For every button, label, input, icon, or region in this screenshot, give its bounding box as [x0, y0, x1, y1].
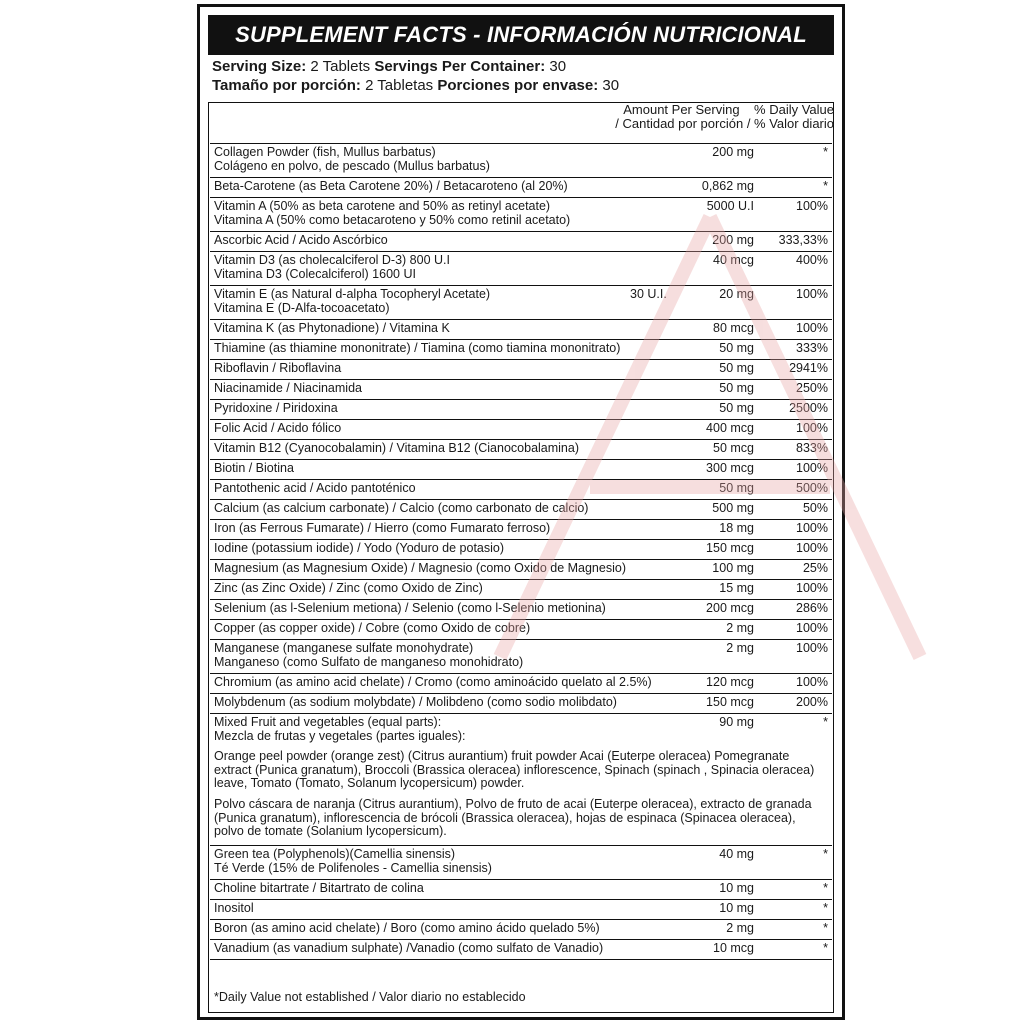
nutrient-daily-value: 50%: [802, 501, 828, 515]
nutrient-daily-value: 2941%: [789, 361, 828, 375]
nutrient-name-line: Biotin / Biotina: [214, 461, 294, 475]
nutrient-daily-value: 100%: [796, 581, 828, 595]
nutrient-name-line: Selenium (as l-Selenium metiona) / Selenio (como l-Selenio metionina): [214, 601, 606, 615]
nutrient-name: [214, 462, 684, 476]
nutrient-name-line-es: Vitamina A (50% como betacaroteno y 50% como retinil acetato): [214, 212, 571, 227]
nutrient-daily-value: 100%: [796, 521, 828, 535]
nutrient-name-line: Molybdenum (as sodium molybdate) / Molibdeno (como sodio molibdato): [214, 695, 617, 709]
nutrient-row: [210, 231, 832, 251]
ingredient-description-es: Polvo cáscara de naranja (Citrus aurantium), Polvo de fruto de acai (Euterpe oleracea), extracto de granada (Punica granatum), inflorescencia de brócoli (Brassica oleracea), hojas de espinaca (Spinacea oleracea), polvo de tomate (Solanium lycopersicum).: [214, 797, 812, 838]
nutrient-daily-value: 100%: [796, 461, 828, 475]
nutrient-amount: 500 mg: [712, 501, 754, 515]
nutrient-row: [210, 285, 832, 319]
header-dv-es: / % Valor diario: [746, 116, 834, 131]
nutrient-daily-value: 100%: [796, 621, 828, 635]
nutrient-name-line: Vitamin E (as Natural d-alpha Tocopheryl Acetate): [214, 287, 491, 301]
nutrient-name-line: Pantothenic acid / Acido pantoténico: [214, 481, 416, 495]
nutrient-amount: 100 mg: [712, 561, 754, 575]
table-bottom-rule: [210, 959, 832, 960]
nutrient-amount: 50 mg: [719, 481, 754, 495]
nutrient-name: [214, 562, 684, 576]
nutrient-name: [214, 288, 684, 315]
nutrient-name-line-es: Té Verde (15% de Polifenoles - Camellia sinensis): [214, 860, 492, 875]
nutrient-row: [210, 845, 832, 879]
header-dv: % Daily Value: [754, 102, 834, 117]
nutrient-row: [210, 339, 832, 359]
nutrient-daily-value: 100%: [796, 287, 828, 301]
nutrient-amount: 20 mg: [719, 287, 754, 301]
nutrient-name-line: Iodine (potassium iodide) / Yodo (Yoduro de potasio): [214, 541, 505, 555]
nutrient-daily-value: *: [823, 901, 828, 915]
nutrient-row: [210, 479, 832, 499]
serving-size-value: 2 Tablets: [310, 58, 371, 75]
nutrient-row: [210, 197, 832, 231]
nutrient-name: [214, 146, 684, 173]
nutrient-row: [210, 919, 832, 939]
nutrient-name: [214, 254, 684, 281]
porciones-envase-value: 30: [602, 77, 620, 94]
nutrient-row: [210, 879, 832, 899]
nutrient-amount: 10 mg: [719, 881, 754, 895]
nutrient-amount: 80 mcg: [713, 321, 754, 335]
ingredient-description-en: Orange peel powder (orange zest) (Citrus aurantium) fruit powder Acai (Euterpe oleracea) Pomegranate extract (Punica granatum), Broccoli (Brassica oleracea) inflorescence, Spinach (spinach , Spinacia oleracea) leave, Tomato (Tomato, Solanum lycopersicum) powder.: [214, 749, 815, 790]
nutrient-amount: 400 mcg: [706, 421, 754, 435]
nutrient-name-line: Beta-Carotene (as Beta Carotene 20%) / Betacaroteno (al 20%): [214, 179, 568, 193]
nutrient-row: [210, 693, 832, 713]
nutrient-amount: 40 mcg: [713, 253, 754, 267]
nutrient-amount: 50 mg: [719, 341, 754, 355]
nutrient-name: [214, 402, 684, 416]
nutrient-row: [210, 519, 832, 539]
nutrient-name: [214, 542, 684, 556]
nutrient-name: [214, 234, 684, 248]
nutrient-amount: 50 mg: [719, 361, 754, 375]
nutrient-name-line: Inositol: [214, 901, 254, 915]
nutrient-name-line: Folic Acid / Acido fólico: [214, 421, 342, 435]
nutrient-row: [210, 559, 832, 579]
nutrient-daily-value: *: [823, 715, 828, 729]
nutrient-name-line: Magnesium (as Magnesium Oxide) / Magnesio (como Oxido de Magnesio): [214, 561, 626, 575]
nutrient-row: [210, 673, 832, 693]
nutrient-daily-value: 500%: [796, 481, 828, 495]
nutrient-name-line: Calcium (as calcium carbonate) / Calcio (como carbonato de calcio): [214, 501, 589, 515]
servings-per-container-value: 30: [549, 58, 567, 75]
nutrient-name: [214, 902, 684, 916]
nutrient-name: [214, 622, 684, 636]
nutrient-daily-value: 100%: [796, 641, 828, 655]
nutrient-name: [214, 342, 684, 356]
nutrient-daily-value: *: [823, 145, 828, 159]
nutrient-row: [210, 251, 832, 285]
nutrient-amount: 2 mg: [726, 641, 754, 655]
nutrient-daily-value: 400%: [796, 253, 828, 267]
tamano-porcion-value: 2 Tabletas: [365, 77, 434, 94]
nutrient-amount: 40 mg: [719, 847, 754, 861]
nutrient-name: [214, 200, 684, 227]
nutrient-name: [214, 422, 684, 436]
nutrient-amount: 150 mcg: [706, 541, 754, 555]
nutrient-name: [214, 522, 684, 536]
nutrient-name: [214, 482, 684, 496]
nutrient-amount: 200 mg: [712, 233, 754, 247]
nutrient-name-line: Vitamin A (50% as beta carotene and 50% as retinyl acetate): [214, 199, 551, 213]
nutrient-name: [214, 382, 684, 396]
nutrient-daily-value: 100%: [796, 675, 828, 689]
nutrient-name: [214, 642, 684, 669]
nutrient-amount: 150 mcg: [706, 695, 754, 709]
nutrient-name: [214, 362, 684, 376]
nutrient-extra-amount: 30 U.I.: [630, 287, 667, 301]
nutrient-name-line: Collagen Powder (fish, Mullus barbatus): [214, 145, 436, 159]
nutrient-name-line: Manganese (manganese sulfate monohydrate): [214, 641, 474, 655]
nutrient-amount: 18 mg: [719, 521, 754, 535]
nutrient-amount: 200 mg: [712, 145, 754, 159]
nutrient-name: [214, 676, 684, 690]
nutrient-name-line: Vitamin D3 (as cholecalciferol D-3) 800 U.I: [214, 253, 450, 267]
footnote: *Daily Value not established / Valor diario no establecido: [214, 990, 526, 1004]
nutrient-daily-value: 333,33%: [778, 233, 828, 247]
nutrient-daily-value: *: [823, 941, 828, 955]
nutrient-daily-value: 100%: [796, 199, 828, 213]
servings-per-container-label: Servings Per Container:: [374, 58, 546, 75]
nutrient-row: [210, 499, 832, 519]
nutrient-name-line: Copper (as copper oxide) / Cobre (como Oxido de cobre): [214, 621, 531, 635]
nutrient-row: [210, 639, 832, 673]
nutrient-name: [214, 922, 684, 936]
nutrient-name-line: Choline bitartrate / Bitartrato de colina: [214, 881, 424, 895]
nutrient-daily-value: 100%: [796, 421, 828, 435]
nutrient-row: [210, 599, 832, 619]
serving-line-es: [212, 76, 832, 95]
nutrient-name: [214, 882, 684, 896]
nutrient-name: [214, 848, 684, 875]
serving-line-en: [212, 57, 832, 76]
nutrient-daily-value: 100%: [796, 321, 828, 335]
nutrient-name-line: Vitamina K (as Phytonadione) / Vitamina K: [214, 321, 450, 335]
nutrient-amount: 5000 U.I: [706, 199, 754, 213]
nutrient-row: [210, 579, 832, 599]
porciones-envase-label: Porciones por envase:: [437, 77, 599, 94]
nutrient-row: [210, 539, 832, 559]
serving-size-label: Serving Size:: [212, 58, 307, 75]
nutrient-name-line: Boron (as amino acid chelate) / Boro (como amino ácido quelado 5%): [214, 921, 600, 935]
nutrient-name-line: Ascorbic Acid / Acido Ascórbico: [214, 233, 388, 247]
nutrient-row: [210, 939, 832, 959]
nutrient-daily-value: 100%: [796, 541, 828, 555]
nutrient-daily-value: 333%: [796, 341, 828, 355]
nutrient-name-line: Green tea (Polyphenols)(Camellia sinensis): [214, 847, 456, 861]
nutrient-amount: 200 mcg: [706, 601, 754, 615]
nutrient-daily-value: 286%: [796, 601, 828, 615]
nutrient-name: [214, 442, 684, 456]
nutrient-name: [214, 582, 684, 596]
nutrient-name: [214, 322, 684, 336]
nutrient-name: [214, 942, 684, 956]
nutrient-name-line-es: Vitamina E (D-Alfa-tocoacetato): [214, 300, 390, 315]
nutrient-row: [210, 713, 832, 845]
nutrient-row: [210, 619, 832, 639]
nutrient-row: [210, 439, 832, 459]
nutrient-name-line: Riboflavin / Riboflavina: [214, 361, 342, 375]
nutrient-daily-value: 2500%: [789, 401, 828, 415]
nutrient-amount: 90 mg: [719, 715, 754, 729]
nutrient-row: [210, 143, 832, 177]
nutrient-name-line: Mixed Fruit and vegetables (equal parts):: [214, 715, 442, 729]
nutrient-name-line: Thiamine (as thiamine mononitrate) / Tiamina (como tiamina mononitrato): [214, 341, 621, 355]
nutrient-name: [214, 716, 684, 743]
nutrient-daily-value: 200%: [796, 695, 828, 709]
nutrient-name-line: Iron (as Ferrous Fumarate) / Hierro (como Fumarato ferroso): [214, 521, 551, 535]
nutrient-row: [210, 379, 832, 399]
nutrient-name-line-es: Mezcla de frutas y vegetales (partes iguales):: [214, 728, 466, 743]
nutrient-name-line-es: Vitamina D3 (Colecalciferol) 1600 UI: [214, 266, 416, 281]
column-header: [615, 103, 834, 131]
nutrient-amount: 2 mg: [726, 921, 754, 935]
nutrient-row: [210, 177, 832, 197]
nutrient-name-line: Vitamin B12 (Cyanocobalamin) / Vitamina B12 (Cianocobalamina): [214, 441, 580, 455]
nutrient-amount: 2 mg: [726, 621, 754, 635]
nutrient-name-line-es: Manganeso (como Sulfato de manganeso monohidrato): [214, 654, 524, 669]
nutrient-amount: 120 mcg: [706, 675, 754, 689]
nutrient-amount: 50 mcg: [713, 441, 754, 455]
tamano-porcion-label: Tamaño por porción:: [212, 77, 361, 94]
nutrient-amount: 10 mcg: [713, 941, 754, 955]
nutrient-amount: 50 mg: [719, 381, 754, 395]
nutrient-amount: 10 mg: [719, 901, 754, 915]
nutrient-daily-value: 250%: [796, 381, 828, 395]
nutrient-name-line-es: Colágeno en polvo, de pescado (Mullus barbatus): [214, 158, 490, 173]
nutrient-daily-value: *: [823, 921, 828, 935]
nutrient-name: [214, 602, 684, 616]
nutrient-name: [214, 502, 684, 516]
nutrient-row: [210, 459, 832, 479]
nutrient-name-line: Chromium (as amino acid chelate) / Cromo (como aminoácido quelato al 2.5%): [214, 675, 652, 689]
nutrient-name-line: Vanadium (as vanadium sulphate) /Vanadio (como sulfato de Vanadio): [214, 941, 604, 955]
header-amount-es: / Cantidad por porción: [615, 116, 744, 131]
label-title: SUPPLEMENT FACTS - INFORMACIÓN NUTRICIONAL: [208, 15, 834, 55]
nutrient-amount: 300 mcg: [706, 461, 754, 475]
nutrient-daily-value: *: [823, 881, 828, 895]
nutrient-row: [210, 419, 832, 439]
nutrient-name: [214, 696, 684, 710]
nutrient-name-line: Niacinamide / Niacinamida: [214, 381, 362, 395]
nutrient-name: [214, 180, 684, 194]
nutrient-row: [210, 319, 832, 339]
nutrient-row: [210, 899, 832, 919]
nutrient-daily-value: 25%: [802, 561, 828, 575]
nutrient-amount: 0,862 mg: [701, 179, 754, 193]
nutrient-amount: 50 mg: [719, 401, 754, 415]
nutrient-name-line: Zinc (as Zinc Oxide) / Zinc (como Oxido de Zinc): [214, 581, 483, 595]
nutrient-daily-value: *: [823, 179, 828, 193]
nutrient-daily-value: 833%: [796, 441, 828, 455]
supplement-facts-label: [197, 4, 845, 1020]
header-amount: Amount Per Serving: [623, 102, 740, 117]
nutrient-amount: 15 mg: [719, 581, 754, 595]
nutrient-daily-value: *: [823, 847, 828, 861]
nutrient-row: [210, 399, 832, 419]
nutrient-row: [210, 359, 832, 379]
serving-info: [212, 57, 832, 95]
nutrient-name-line: Pyridoxine / Piridoxina: [214, 401, 338, 415]
